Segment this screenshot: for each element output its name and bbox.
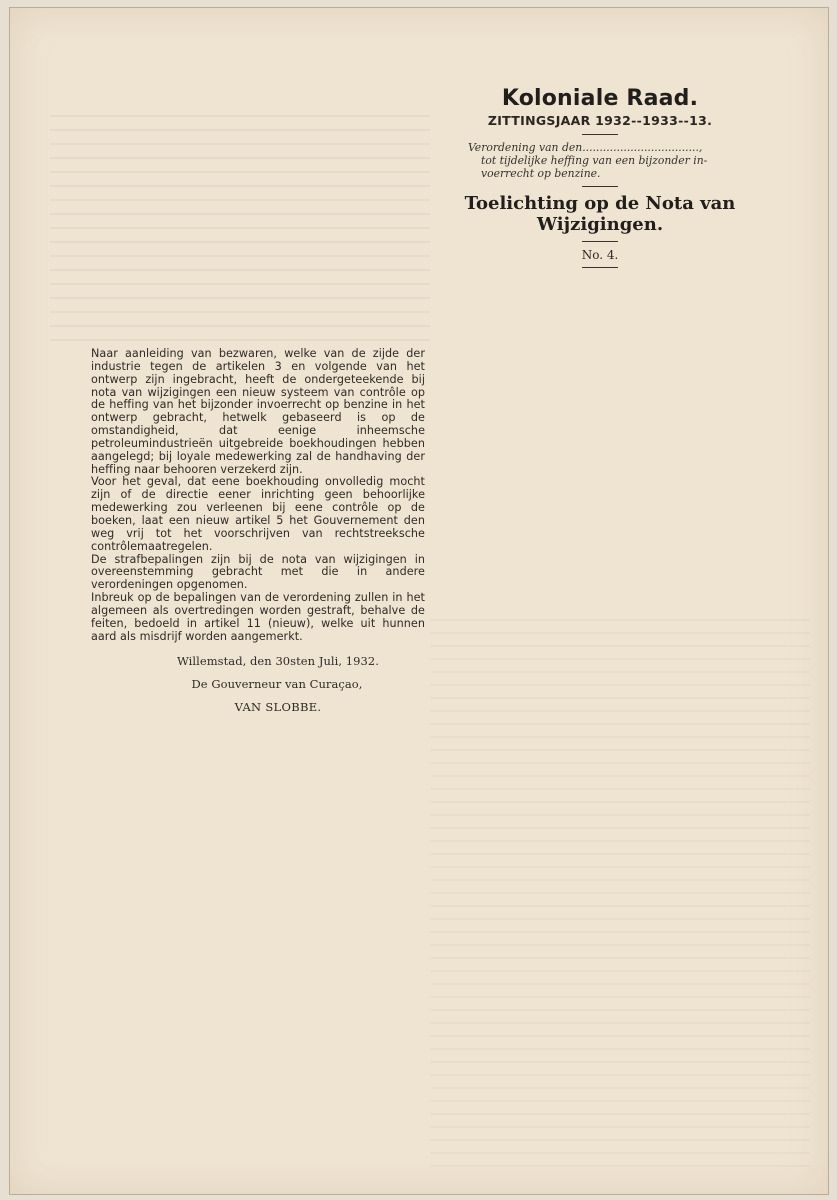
ordinance-title: [468, 141, 726, 180]
document-header: [450, 86, 750, 274]
ordinance-line: voerrecht op benzine.: [481, 167, 601, 180]
paragraph: Inbreuk op de bepalingen van de verordening zullen in het algemeen als overtredingen worden gestraft, behalve de feiten, bedoeld in artikel 11 (nieuw), welke uit hunnen aard als misdrijf worden aangemerkt.: [91, 591, 425, 643]
paragraph: Voor het geval, dat eene boekhouding onvolledig mocht zijn of de directie eener inrichting geen behoorlijke medewerking zou verleenen bij eene contrôle op de boeken, laat een nieuw artikel 5 het Gouvernement den weg vrij tot het voorschrijven van rechtstreeksche contrôlemaatregelen.: [91, 475, 425, 553]
document-page: [9, 7, 829, 1195]
ordinance-line: Verordening van den..................................,: [468, 141, 703, 154]
signatory-name: VAN SLOBBE.: [234, 700, 322, 715]
council-title: Koloniale Raad.: [501, 86, 699, 111]
divider: [582, 267, 618, 268]
ordinance-line: tot tijdelijke heffing van een bijzonder in-: [481, 154, 708, 167]
session-year: ZITTINGSJAAR 1932--1933--13.: [487, 113, 713, 128]
paragraph: Naar aanleiding van bezwaren, welke van de zijde der industrie tegen de artikelen 3 en volgende van het ontwerp zijn ingebracht, heeft de ondergeteekende bij nota van wijzigingen een nieuw systeem van contrôle op de heffing van het bijzonder invoerrecht op benzine in het ontwerp gebracht, hetwelk gebaseerd is op de omstandigheid, dat eenige inheemsche petroleumindustrieën uitgebreide boekhoudingen hebben aangelegd; bij loyale medewerking zal de handhaving der heffing naar behooren verzekerd zijn.: [91, 347, 425, 476]
document-body: [91, 348, 425, 714]
divider: [582, 186, 618, 187]
place-date: Willemstad, den 30sten Juli, 1932.: [177, 654, 379, 669]
divider: [582, 134, 618, 135]
divider: [582, 241, 618, 242]
bleed-through-text: [430, 608, 810, 1168]
paragraph: De strafbepalingen zijn bij de nota van wijzigingen in overeenstemming gebracht met die in andere verordeningen opgenomen.: [91, 552, 425, 592]
signatory-title: De Gouverneur van Curaçao,: [191, 677, 363, 692]
signature-block: [91, 655, 425, 714]
bleed-through-text: [50, 103, 430, 343]
document-subject: Toelichting op de Nota van Wijzigingen.: [464, 193, 736, 235]
document-number: No. 4.: [581, 248, 619, 262]
